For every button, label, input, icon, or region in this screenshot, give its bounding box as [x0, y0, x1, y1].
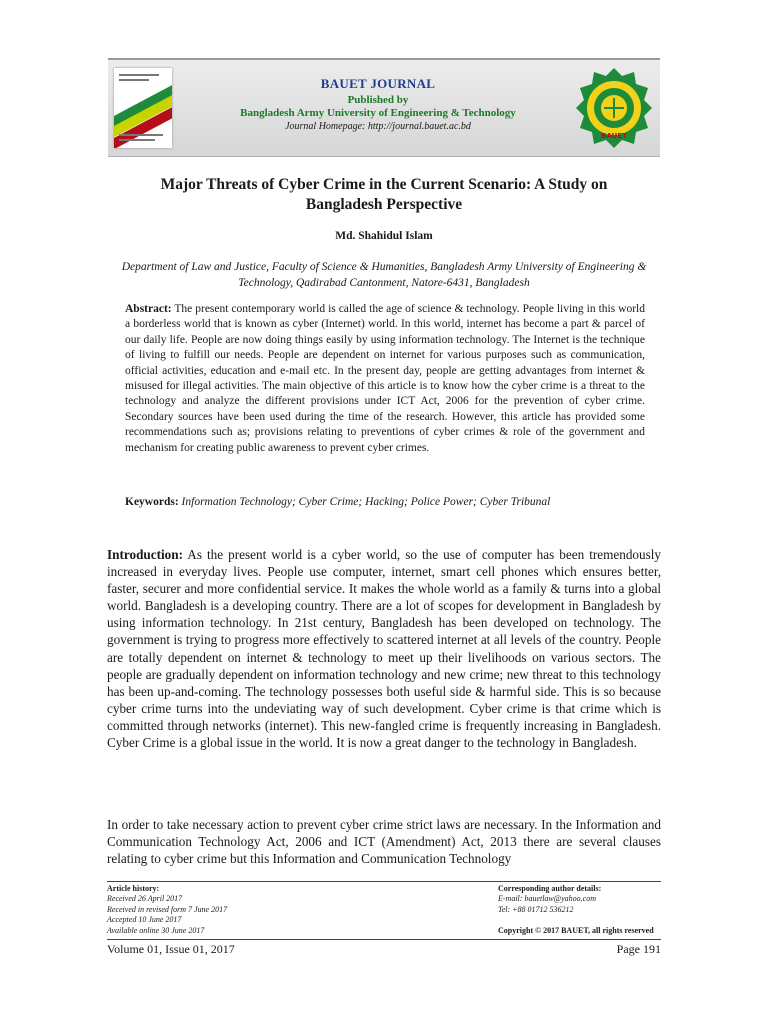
- journal-cover-thumbnail: [114, 68, 172, 148]
- introduction-paragraph: [107, 546, 661, 751]
- svg-text:BAUET: BAUET: [601, 132, 627, 140]
- journal-header: [108, 58, 660, 157]
- corresponding-author-label: Corresponding author details:: [498, 884, 602, 893]
- abstract-text: The present contemporary world is called the age of science & technology. People living in this world a borderless world that is known as cyber (Internet) world. In this world, internet has become a part & parcel of our daily life. People are now doing things easily by using information technology. The Internet is the technique of living to fulfill our needs. People are dependent on internet for various purposes such as communication, official activities, education and e-mail etc. In the present day, people are getting advantages from internet & misused for illegal activities. The main objective of this article is to know how the cyber crime is a threat to the technology and analyze the different provisions under ICT Act, 2006 for the prevention of cyber crime. Secondary sources have been used during the time of the research. However, this article has provided some recommendations such as; provisions relating to preventions of cyber crimes & role of the government and mechanism for creating public awareness to prevent cyber crimes.: [125, 303, 645, 454]
- history-online: Available online 30 June 2017: [107, 925, 205, 935]
- copyright-notice: Copyright © 2017 BAUET, all rights reserved: [498, 926, 654, 935]
- page-footer-divider: [107, 939, 661, 940]
- publisher-university: Bangladesh Army University of Engineering & Technology: [240, 107, 516, 119]
- paper-author: Md. Shahidul Islam: [335, 230, 433, 242]
- article-history-label: Article history:: [107, 884, 160, 893]
- journal-name: BAUET JOURNAL: [320, 76, 436, 91]
- history-revised: Received in revised form 7 June 2017: [107, 904, 228, 914]
- abstract: [125, 302, 645, 456]
- journal-masthead: [180, 76, 576, 132]
- bauet-emblem-logo: [574, 66, 654, 150]
- paper-title: Major Threats of Cyber Crime in the Current Scenario: A Study on Bangladesh Perspective: [160, 176, 608, 213]
- introduction-text: As the present world is a cyber world, so the use of computer has been tremendously increased in everyday lives. People use computer, internet, smart cell phones which ensures better, faster, securer and more confidential service. It makes the whole world as a family & turns into a global world. Bangladesh is a developing country. There are a lot of scopes for development in Bangladesh by using information technology. In 21st century, Bangladesh has been developed on technology. The government is trying to progress more effectively to scattered internet at all levels of the country. People are totally dependent on internet & technology to meet up their livelihoods on various sectors. The people are gradually dependent on information technology and new crime; new threat to this technology has been up-and-coming. The technology possesses both useful side & harmful side. This is so because cyber crime turns into the undeviating way of such development. Cyber crime is that crime which is committed through networks (internet). This new-fangled crime is frequently increasing in Bangladesh. Cyber Crime is a global issue in the world. It is now a great danger to the technology in Bangladesh.: [107, 547, 661, 751]
- history-received: Received 26 April 2017: [107, 894, 183, 904]
- abstract-label: Abstract:: [125, 303, 172, 315]
- corresponding-tel: Tel: +88 01712 536212: [498, 904, 574, 914]
- keywords-text: Information Technology; Cyber Crime; Hacking; Police Power; Cyber Tribunal: [181, 496, 551, 508]
- body-paragraph: In order to take necessary action to prevent cyber crime strict laws are necessary. In the Information and Communication Technology Act, 2006 and ICT (Amendment) Act, 2013 there are several clauses relating to cyber crime but this Information and Communication Technology: [107, 817, 661, 867]
- published-by: Published by: [347, 94, 409, 106]
- author-affiliation: Department of Law and Justice, Faculty of Science & Humanities, Bangladesh Army University of Engineering & Technology, Qadirabad Cantonment, Natore-6431, Bangladesh: [121, 261, 647, 289]
- article-history: [107, 884, 227, 936]
- keywords: [125, 496, 645, 508]
- introduction-label: Introduction:: [107, 547, 183, 562]
- corresponding-author: [498, 884, 601, 915]
- history-accepted: Accepted 10 June 2017: [107, 915, 182, 925]
- keywords-label: Keywords:: [125, 496, 179, 508]
- corresponding-email: E-mail: bauetlaw@yahoo.com: [498, 894, 597, 904]
- footer-divider: [107, 881, 661, 882]
- volume-issue: Volume 01, Issue 01, 2017: [107, 942, 235, 956]
- journal-homepage: Journal Homepage: http://journal.bauet.ac.bd: [285, 121, 471, 132]
- page-number: Page 191: [616, 942, 661, 956]
